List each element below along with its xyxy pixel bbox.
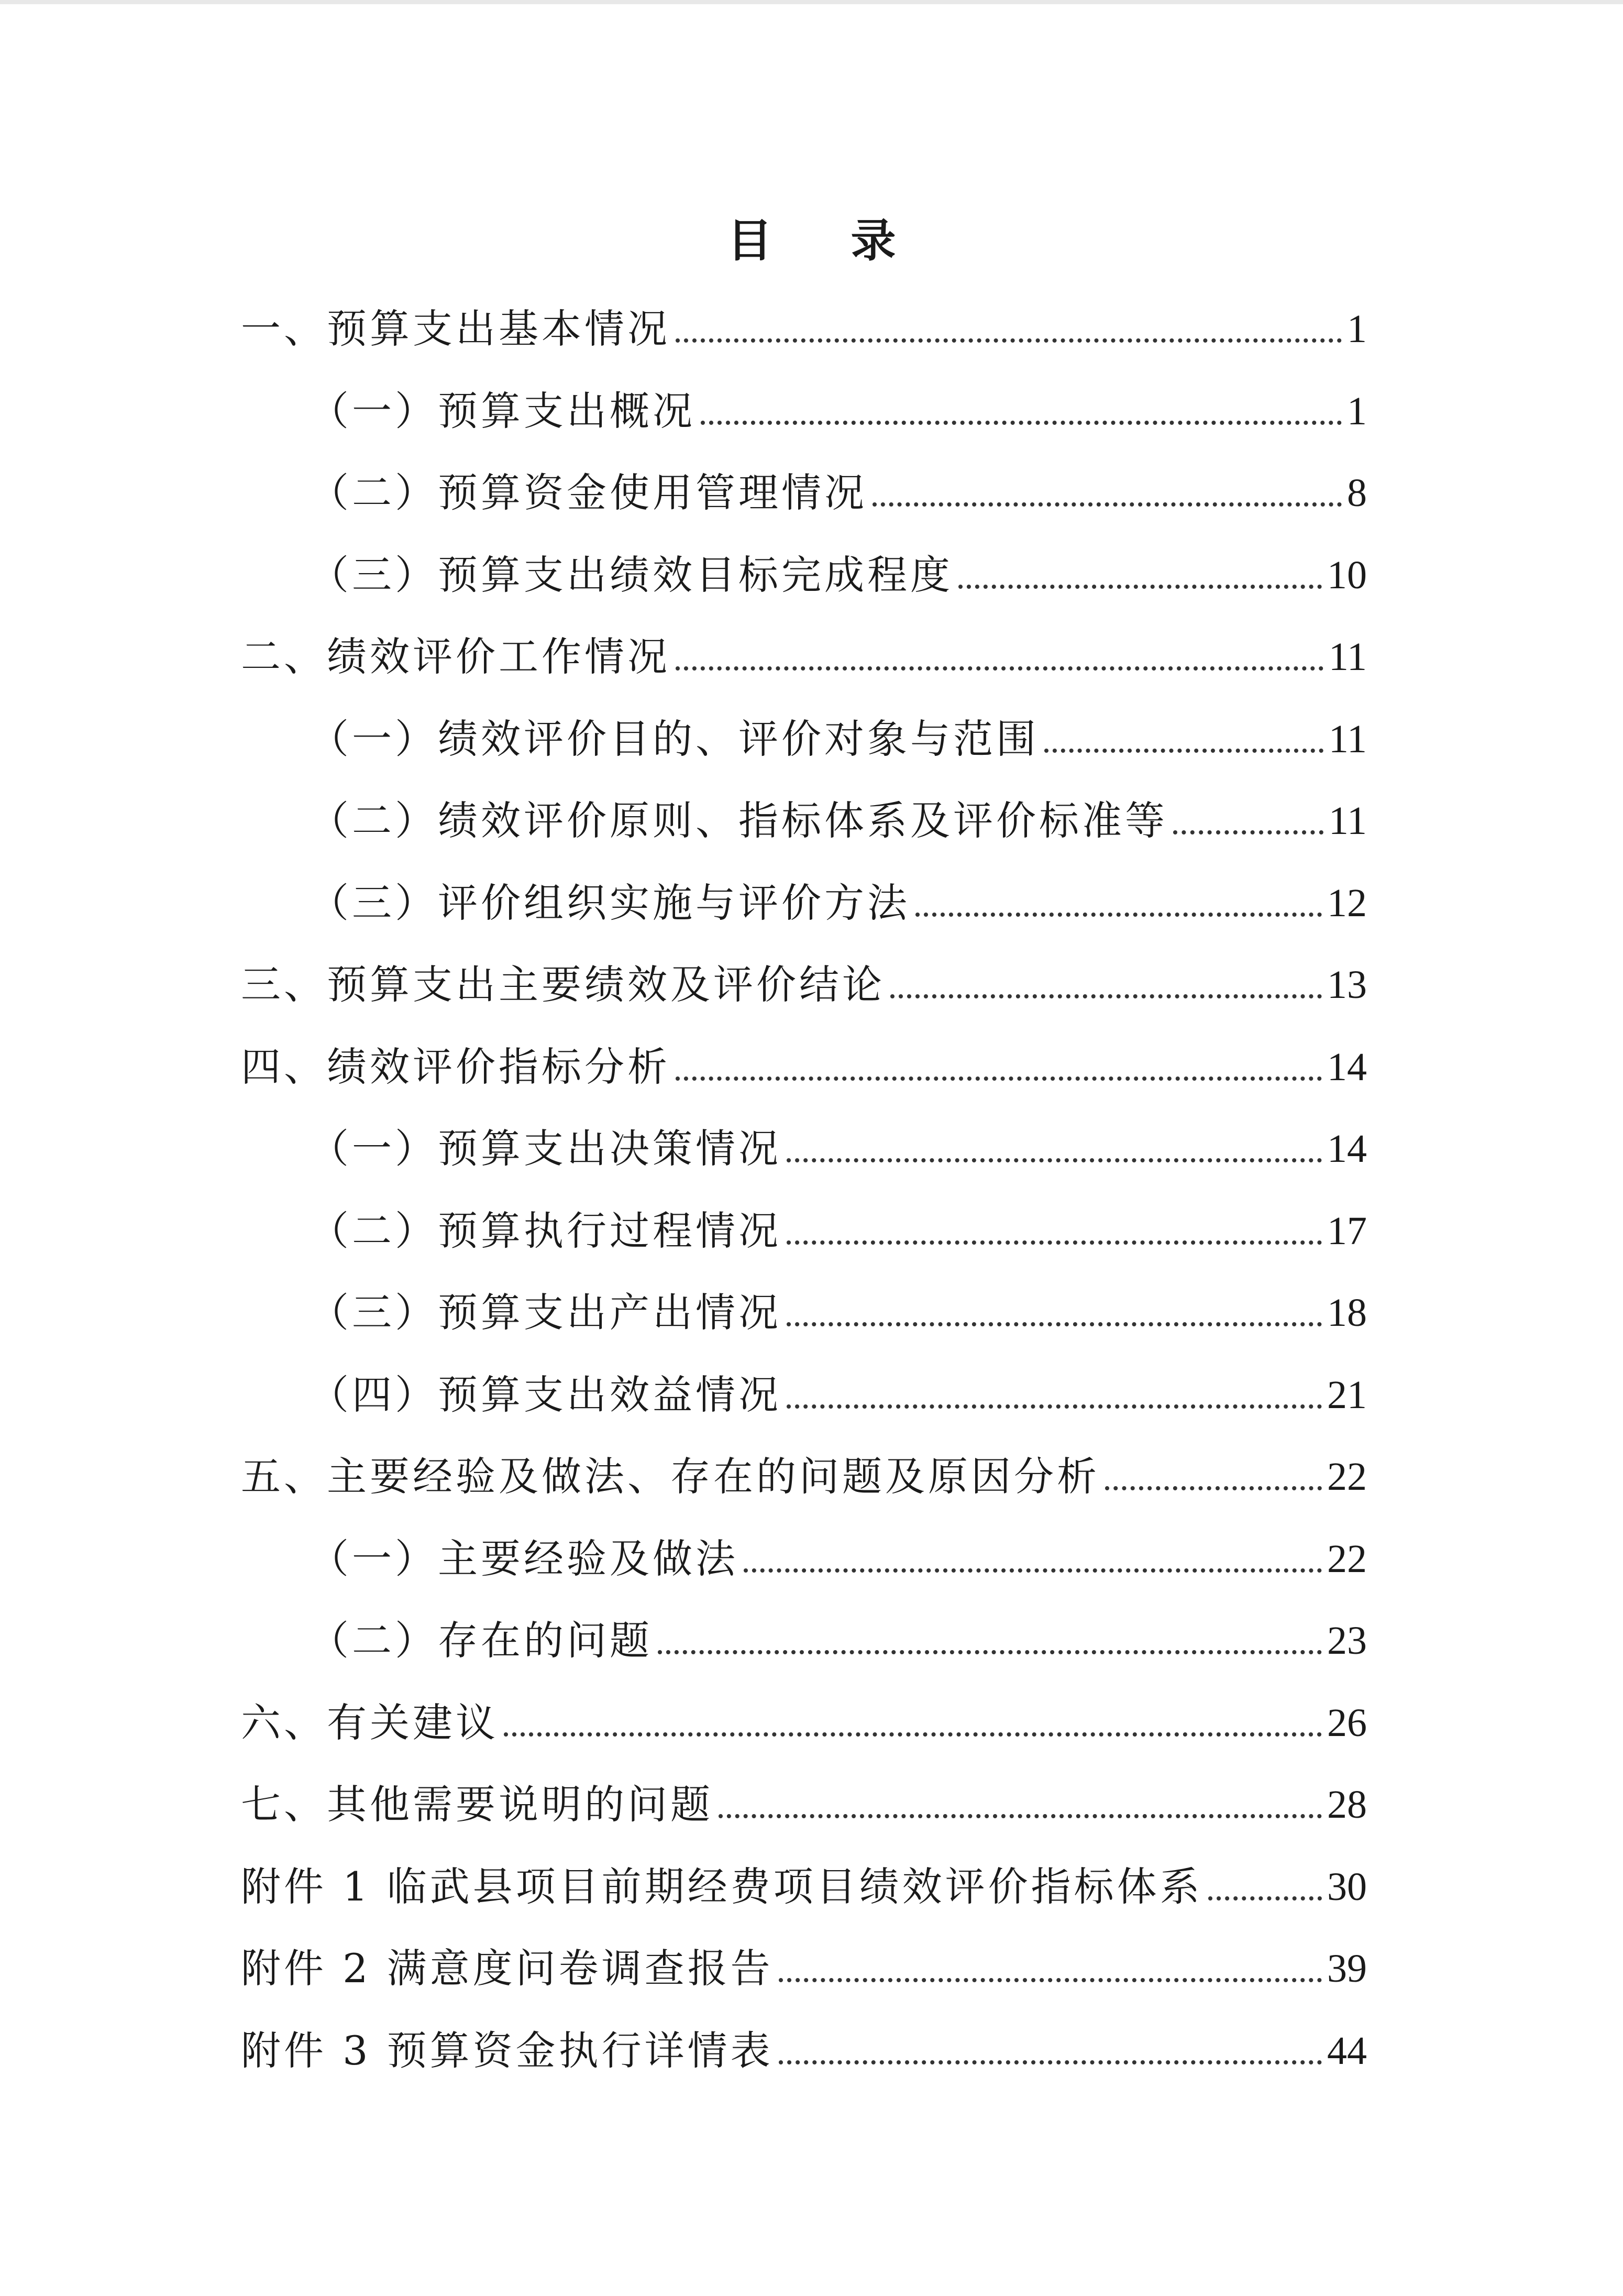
toc-entry-page-number: 1 — [1347, 307, 1367, 351]
toc-entry[interactable] — [241, 1436, 1367, 1518]
toc-entry[interactable] — [241, 1846, 1367, 1928]
dot-leader — [1044, 749, 1323, 753]
table-of-contents — [241, 288, 1367, 2092]
toc-entry[interactable] — [241, 1026, 1367, 1108]
toc-entry-text: （一）主要经验及做法 — [309, 1535, 738, 1582]
toc-entry[interactable] — [241, 1190, 1367, 1272]
dot-leader — [873, 502, 1342, 507]
dot-leader — [504, 1732, 1322, 1737]
toc-entry[interactable] — [241, 1600, 1367, 1682]
dot-leader — [1105, 1486, 1322, 1490]
toc-entry-text: 四、绩效评价指标分析 — [241, 1043, 670, 1090]
toc-entry-page-number: 13 — [1327, 963, 1367, 1007]
toc-entry-page-number: 14 — [1327, 1127, 1367, 1171]
toc-entry[interactable] — [241, 1928, 1367, 2010]
toc-entry[interactable] — [241, 862, 1367, 944]
dot-leader — [744, 1568, 1322, 1573]
toc-entry-text: 二、绩效评价工作情况 — [241, 633, 670, 680]
toc-entry-page-number: 12 — [1327, 881, 1367, 925]
dot-leader — [658, 1650, 1322, 1654]
toc-entry-text: （一）预算支出概况 — [309, 387, 695, 434]
toc-entry-text: 七、其他需要说明的问题 — [241, 1781, 713, 1828]
toc-entry-page-number: 30 — [1327, 1864, 1367, 1909]
toc-entry[interactable] — [241, 616, 1367, 698]
toc-entry-text: （一）绩效评价目的、评价对象与范围 — [309, 715, 1039, 762]
dot-leader — [915, 913, 1322, 917]
dot-leader — [779, 2060, 1322, 2064]
toc-entry-page-number: 21 — [1327, 1372, 1367, 1417]
toc-entry-page-number: 44 — [1327, 2028, 1367, 2073]
dot-leader — [676, 1076, 1322, 1081]
dot-leader — [1173, 830, 1323, 834]
toc-entry-text: （二）预算执行过程情况 — [309, 1207, 781, 1254]
toc-entry-text: 六、有关建议 — [241, 1699, 499, 1746]
toc-entry-page-number: 26 — [1327, 1700, 1367, 1745]
dot-leader — [779, 1978, 1322, 1982]
toc-entry-page-number: 1 — [1347, 389, 1367, 433]
toc-entry-text: （三）预算支出产出情况 — [309, 1289, 781, 1336]
dot-leader — [1208, 1896, 1322, 1900]
toc-entry-text: （三）评价组织实施与评价方法 — [309, 879, 910, 926]
toc-entry[interactable] — [241, 944, 1367, 1026]
toc-entry[interactable] — [241, 288, 1367, 370]
dot-leader — [676, 338, 1342, 343]
dot-leader — [787, 1322, 1322, 1326]
toc-entry-text: 一、预算支出基本情况 — [241, 305, 670, 353]
dot-leader — [787, 1158, 1322, 1162]
toc-entry[interactable] — [241, 1108, 1367, 1190]
page-title: 目 录 — [727, 214, 928, 267]
toc-entry-text: （二）绩效评价原则、指标体系及评价标准等 — [309, 797, 1168, 844]
toc-entry-page-number: 10 — [1327, 553, 1367, 597]
dot-leader — [890, 994, 1322, 998]
toc-entry[interactable] — [241, 780, 1367, 862]
toc-entry[interactable] — [241, 2010, 1367, 2092]
toc-entry[interactable] — [241, 1682, 1367, 1764]
toc-entry-text: 五、主要经验及做法、存在的问题及原因分析 — [241, 1453, 1100, 1500]
toc-entry[interactable] — [241, 1764, 1367, 1846]
toc-entry-page-number: 22 — [1327, 1536, 1367, 1581]
toc-entry-page-number: 18 — [1327, 1291, 1367, 1335]
toc-entry-text: 附件 1 临武县项目前期经费项目绩效评价指标体系 — [241, 1863, 1203, 1910]
toc-entry[interactable] — [241, 1272, 1367, 1354]
dot-leader — [676, 666, 1323, 671]
dot-leader — [958, 585, 1322, 589]
toc-entry-text: （二）存在的问题 — [309, 1617, 653, 1664]
toc-entry-text: （四）预算支出效益情况 — [309, 1371, 781, 1418]
toc-entry[interactable] — [241, 1354, 1367, 1436]
toc-entry-text: （三）预算支出绩效目标完成程度 — [309, 551, 953, 598]
dot-leader — [787, 1404, 1322, 1409]
toc-entry-page-number: 22 — [1327, 1455, 1367, 1499]
toc-entry-text: 附件 2 满意度问卷调查报告 — [241, 1945, 774, 1992]
dot-leader — [719, 1814, 1322, 1818]
toc-entry-text: 三、预算支出主要绩效及评价结论 — [241, 961, 885, 1008]
toc-entry-page-number: 11 — [1328, 635, 1367, 679]
toc-entry-page-number: 17 — [1327, 1209, 1367, 1253]
toc-entry-page-number: 11 — [1328, 799, 1367, 843]
toc-entry-text: （一）预算支出决策情况 — [309, 1125, 781, 1172]
toc-entry-text: （二）预算资金使用管理情况 — [309, 469, 867, 517]
toc-entry[interactable] — [241, 452, 1367, 534]
toc-entry[interactable] — [241, 370, 1367, 453]
toc-entry-text: 附件 3 预算资金执行详情表 — [241, 2027, 774, 2074]
toc-entry-page-number: 8 — [1347, 471, 1367, 515]
toc-entry[interactable] — [241, 534, 1367, 617]
dot-leader — [701, 421, 1342, 425]
dot-leader — [787, 1240, 1322, 1245]
toc-entry-page-number: 28 — [1327, 1783, 1367, 1827]
page-edge — [0, 0, 1623, 4]
toc-entry[interactable] — [241, 1518, 1367, 1600]
toc-entry-page-number: 11 — [1328, 717, 1367, 761]
toc-entry-page-number: 14 — [1327, 1045, 1367, 1089]
toc-entry-page-number: 23 — [1327, 1619, 1367, 1663]
toc-entry[interactable] — [241, 698, 1367, 781]
toc-entry-page-number: 39 — [1327, 1947, 1367, 1991]
